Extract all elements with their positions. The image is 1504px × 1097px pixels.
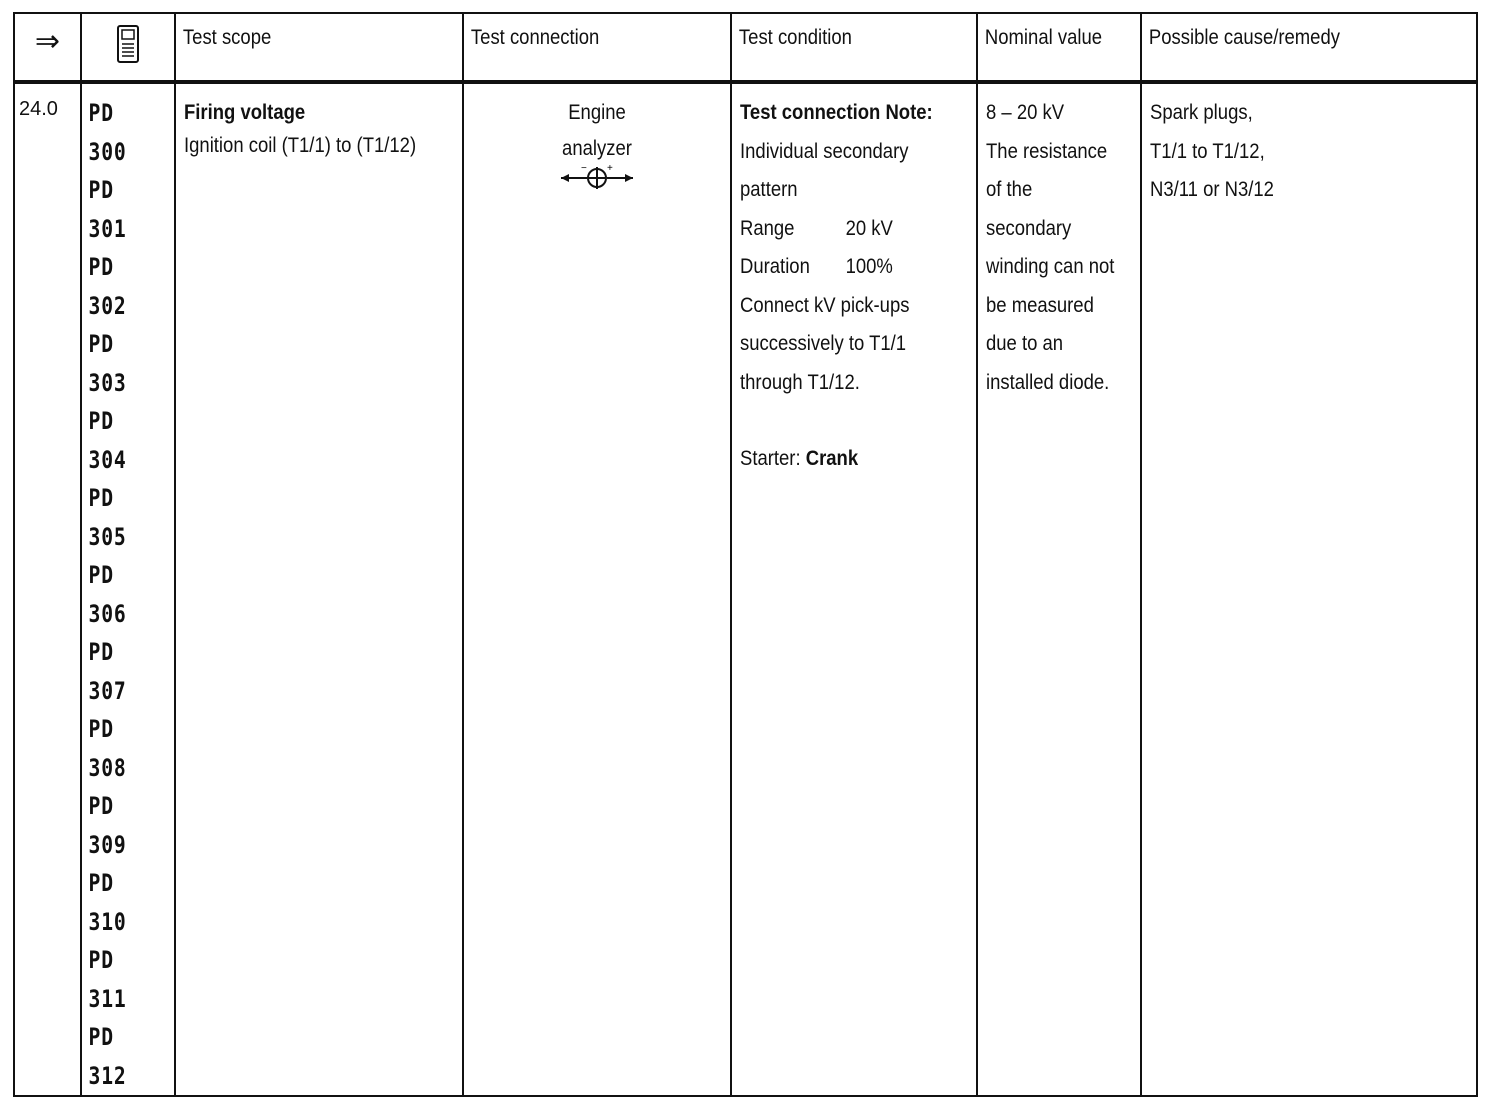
nominal-line: be measured (986, 293, 1094, 317)
possible-cause-cell (1141, 82, 1477, 1096)
test-scope-cell (175, 82, 463, 1096)
condition-line: Individual secondary (740, 139, 909, 163)
nominal-line: of the (986, 178, 1033, 201)
condition-line: Connect kV pick-ups (740, 293, 910, 317)
starter-label: Starter: (740, 447, 801, 470)
step-number: 24.0 (14, 82, 81, 1096)
fault-code: PD 301 (88, 176, 127, 243)
condition-line: pattern (740, 178, 798, 201)
starter-value: Crank (805, 447, 859, 470)
duration-setting (740, 248, 941, 287)
fault-codes (82, 84, 157, 1095)
header-nominal-value: Nominal value (977, 13, 1121, 82)
fault-code: PD 309 (88, 792, 127, 859)
test-connection-cell (463, 82, 731, 1096)
header-test-condition: Test condition (731, 13, 947, 82)
scope-title: Firing voltage (184, 101, 306, 124)
nominal-line: 8 – 20 kV (986, 101, 1065, 124)
fault-code: PD 306 (88, 561, 127, 628)
svg-text:−: − (581, 163, 587, 174)
nominal-line: winding can not (986, 255, 1115, 278)
fault-code: PD 303 (88, 330, 127, 397)
condition-line: successively to T1/1 (740, 332, 907, 355)
range-value: 20 kV (845, 216, 893, 240)
scope-detail: Ignition coil (T1/1) to (T1/12) (184, 133, 417, 157)
nominal-line: The resistance (986, 139, 1108, 163)
test-table (13, 12, 1478, 1097)
fault-code: PD 305 (88, 484, 127, 551)
fault-code: PD 311 (88, 946, 127, 1013)
duration-label: Duration (740, 255, 810, 278)
hand-held-tester-icon (81, 13, 175, 82)
connection-line-2: analyzer (562, 137, 632, 160)
header-row (14, 13, 1477, 82)
connection-line-1: Engine (568, 101, 626, 124)
cause-line: Spark plugs, (1150, 101, 1253, 124)
arrow-right-icon: ⇒ (14, 13, 81, 82)
cause-line: T1/1 to T1/12, (1150, 139, 1265, 163)
nominal-line: installed diode. (986, 370, 1110, 394)
nominal-line: secondary (986, 216, 1072, 240)
fault-code: PD 300 (88, 99, 127, 166)
fault-code: PD 307 (88, 638, 127, 705)
header-test-scope: Test scope (175, 13, 428, 82)
fault-code: PD 312 (88, 1023, 127, 1090)
fault-codes-cell (81, 82, 175, 1096)
condition-line: through T1/12. (740, 370, 860, 394)
range-label: Range (740, 216, 795, 240)
header-test-connection: Test connection (463, 13, 699, 82)
starter-setting (740, 440, 941, 479)
fault-code: PD 302 (88, 253, 127, 320)
cause-line: N3/11 or N3/12 (1150, 178, 1274, 201)
fault-code: PD 308 (88, 715, 127, 782)
nominal-value-cell (977, 82, 1141, 1096)
svg-text:+: + (607, 163, 613, 174)
condition-note: Test connection Note: (740, 101, 933, 124)
test-condition-cell (731, 82, 977, 1096)
nominal-line: due to an (986, 332, 1064, 355)
header-possible-cause: Possible cause/remedy (1141, 13, 1437, 82)
fault-code: PD 304 (88, 407, 127, 474)
duration-value: 100% (845, 255, 893, 278)
table-row (14, 82, 1477, 1096)
range-setting (740, 210, 941, 249)
fault-code: PD 310 (88, 869, 127, 936)
